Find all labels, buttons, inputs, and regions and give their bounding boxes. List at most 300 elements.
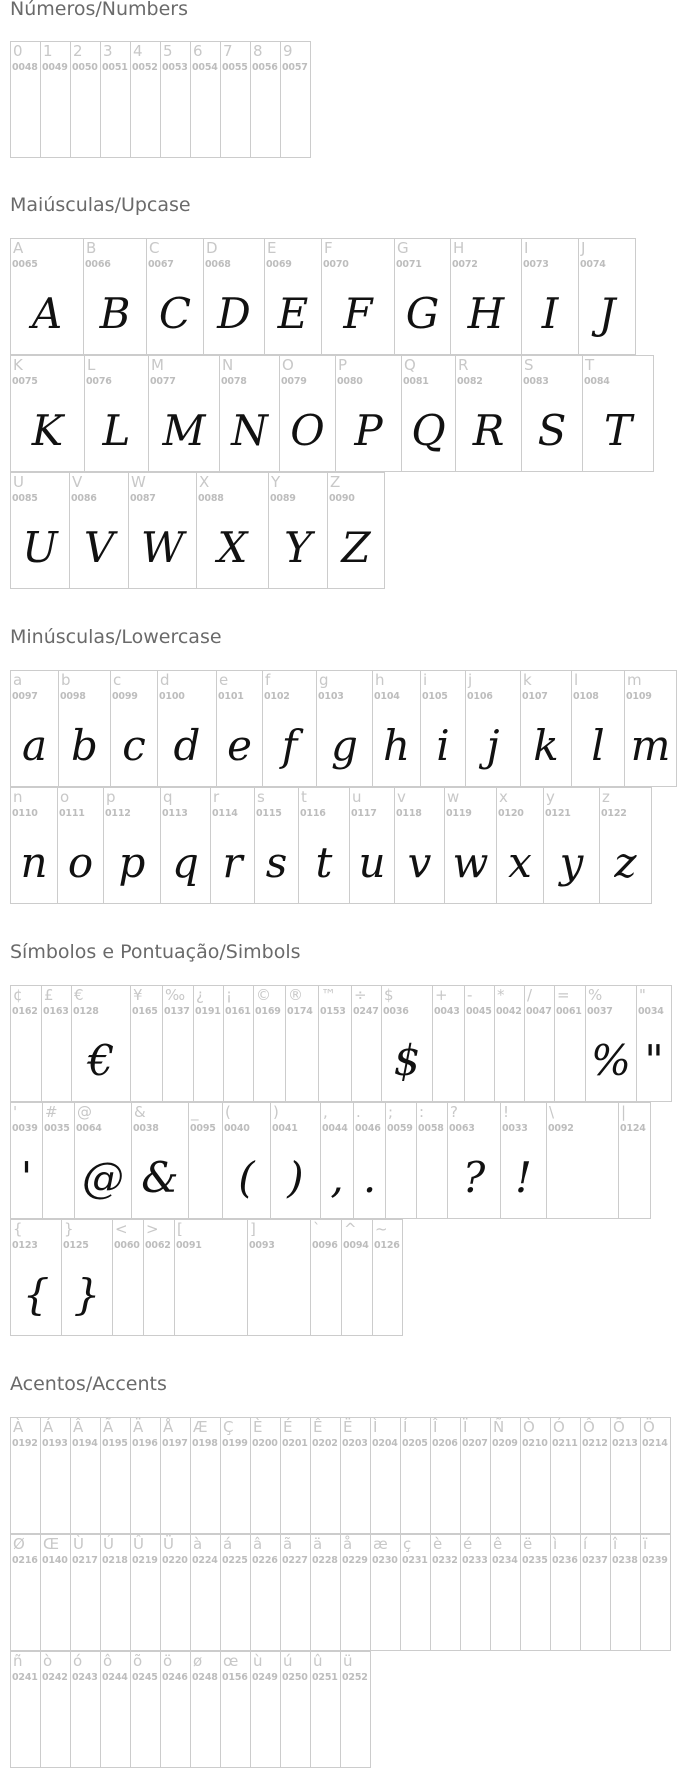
glyph-code-label: 0174 (287, 1006, 313, 1017)
glyph-cell (130, 1417, 161, 1534)
glyph-cell (143, 1219, 175, 1336)
glyph-cell (190, 1534, 221, 1651)
glyph-code-label: 0237 (582, 1555, 608, 1566)
glyph-cell (100, 41, 131, 158)
glyph-cell (254, 787, 299, 904)
glyph-cell (520, 1534, 551, 1651)
glyph-code-label: 0214 (642, 1438, 668, 1449)
glyph-char-label: Ô (583, 1418, 595, 1436)
glyph-preview (161, 1575, 190, 1644)
glyph-preview (11, 1026, 41, 1095)
glyph-preview (611, 1575, 640, 1644)
glyph-preview (131, 82, 160, 151)
glyph-cell (262, 670, 317, 787)
glyph-code-label: 0066 (85, 259, 111, 270)
glyph-cell (250, 1651, 281, 1768)
glyph-cell (285, 985, 319, 1102)
glyph-char-label: T (585, 356, 595, 374)
glyph-code-label: 0064 (76, 1123, 102, 1134)
glyph-preview: m (630, 721, 671, 770)
glyph-cell (42, 1102, 75, 1219)
glyph-preview: j (486, 721, 500, 770)
glyph-preview: c (122, 721, 146, 770)
glyph-cell (253, 985, 286, 1102)
glyph-code-label: 0114 (212, 808, 238, 819)
glyph-cell (394, 238, 451, 355)
glyph-char-label: Ü (163, 1535, 174, 1553)
glyph-char-label: + (435, 986, 448, 1004)
glyph-preview: q (172, 838, 199, 887)
accents-row-2 (10, 1534, 670, 1651)
glyph-char-label: = (557, 986, 570, 1004)
glyph-char-label: & (134, 1103, 146, 1121)
glyph-cell (524, 985, 555, 1102)
glyph-preview: % (591, 1036, 631, 1085)
glyph-cell (372, 1219, 403, 1336)
glyph-cell (640, 1534, 671, 1651)
glyph-preview (286, 1026, 318, 1095)
glyph-char-label: Ã (103, 1418, 114, 1436)
glyph-code-label: 0195 (102, 1438, 128, 1449)
glyph-preview: k (533, 721, 559, 770)
glyph-cell (10, 1651, 41, 1768)
glyph-code-label: 0093 (249, 1240, 275, 1251)
glyph-char-label: * (497, 986, 505, 1004)
glyph-cell (100, 1417, 131, 1534)
glyph-code-label: 0074 (580, 259, 606, 270)
glyph-code-label: 0035 (44, 1123, 70, 1134)
glyph-code-label: 0200 (252, 1438, 278, 1449)
glyph-cell (610, 1417, 641, 1534)
glyph-code-label: 0092 (548, 1123, 574, 1134)
glyph-preview: a (21, 721, 48, 770)
glyph-code-label: 0119 (446, 808, 472, 819)
glyph-char-label: J (581, 239, 586, 257)
glyph-code-label: 0045 (466, 1006, 492, 1017)
glyph-cell (203, 238, 265, 355)
glyph-char-label: ÷ (354, 986, 367, 1004)
glyph-char-label: r (213, 788, 220, 806)
glyph-char-label: ü (343, 1652, 353, 1670)
glyph-char-label: w (447, 788, 460, 806)
glyph-code-label: 0050 (72, 62, 98, 73)
glyph-char-label: Æ (193, 1418, 208, 1436)
glyph-code-label: 0206 (432, 1438, 458, 1449)
glyph-code-label: 0063 (449, 1123, 475, 1134)
glyph-preview (371, 1458, 400, 1527)
glyph-preview: B (99, 289, 131, 338)
glyph-preview: X (217, 523, 248, 572)
glyph-preview (113, 1260, 143, 1329)
glyph-code-label: 0229 (342, 1555, 368, 1566)
glyph-cell (84, 355, 149, 472)
glyph-code-label: 0104 (374, 691, 400, 702)
glyph-char-label: v (397, 788, 406, 806)
glyph-preview (281, 1575, 310, 1644)
glyph-code-label: 0247 (353, 1006, 379, 1017)
glyph-char-label: 5 (163, 42, 173, 60)
glyph-cell (190, 1417, 221, 1534)
glyph-code-label: 0156 (222, 1672, 248, 1683)
glyph-char-label: Q (404, 356, 416, 374)
glyph-preview (101, 1692, 130, 1761)
glyph-cell (554, 985, 586, 1102)
glyph-code-label: 0088 (198, 493, 224, 504)
glyph-char-label: k (523, 671, 532, 689)
glyph-code-label: 0163 (43, 1006, 69, 1017)
glyph-code-label: 0067 (148, 259, 174, 270)
glyph-code-label: 0236 (552, 1555, 578, 1566)
glyph-char-label: ' (13, 1103, 18, 1121)
glyph-char-label: ~ (375, 1220, 388, 1238)
glyph-cell (190, 41, 221, 158)
glyph-cell (335, 355, 402, 472)
glyph-cell (280, 41, 311, 158)
glyph-code-label: 0245 (132, 1672, 158, 1683)
glyph-preview (281, 82, 310, 151)
glyph-code-label: 0100 (159, 691, 185, 702)
glyph-char-label: y (546, 788, 555, 806)
glyph-code-label: 0102 (264, 691, 290, 702)
glyph-code-label: 0169 (255, 1006, 281, 1017)
glyph-cell (310, 1417, 341, 1534)
glyph-char-label: ù (253, 1652, 263, 1670)
glyph-preview: g (331, 721, 358, 770)
glyph-cell (400, 1534, 431, 1651)
glyph-preview: K (31, 406, 64, 455)
glyph-char-label: , (323, 1103, 328, 1121)
glyph-code-label: 0048 (12, 62, 38, 73)
glyph-preview: x (508, 838, 532, 887)
glyph-cell (10, 1102, 43, 1219)
glyph-code-label: 0108 (573, 691, 599, 702)
glyph-preview (581, 1458, 610, 1527)
glyph-code-label: 0121 (545, 808, 571, 819)
glyph-cell (193, 985, 224, 1102)
glyph-char-label: - (467, 986, 473, 1004)
glyph-code-label: 0085 (12, 493, 38, 504)
glyph-preview: d (173, 721, 201, 770)
glyph-cell (40, 1417, 71, 1534)
glyph-cell (74, 1102, 132, 1219)
glyph-cell (447, 1102, 501, 1219)
glyph-cell (100, 1534, 131, 1651)
glyph-code-label: 0239 (642, 1555, 668, 1566)
glyph-char-label: z (602, 788, 610, 806)
glyph-char-label: S (524, 356, 534, 374)
glyph-code-label: 0038 (133, 1123, 159, 1134)
glyph-preview (465, 1026, 494, 1095)
glyph-char-label: V (72, 473, 83, 491)
glyph-preview (547, 1143, 618, 1212)
glyph-cell (494, 985, 525, 1102)
glyph-cell (636, 985, 672, 1102)
glyph-preview: w (452, 838, 489, 887)
glyph-cell (160, 41, 191, 158)
glyph-preview (254, 1026, 285, 1095)
glyph-code-label: 0207 (462, 1438, 488, 1449)
glyph-code-label: 0193 (42, 1438, 68, 1449)
glyph-code-label: 0081 (403, 376, 429, 387)
glyph-code-label: 0196 (132, 1438, 158, 1449)
glyph-code-label: 0078 (221, 376, 247, 387)
glyph-cell (464, 985, 495, 1102)
glyph-char-label: # (45, 1103, 58, 1121)
glyph-char-label: ú (283, 1652, 293, 1670)
glyph-cell (83, 238, 147, 355)
glyph-char-label: j (468, 671, 473, 689)
glyph-code-label: 0083 (523, 376, 549, 387)
glyph-code-label: 0094 (343, 1240, 369, 1251)
glyph-char-label: Œ (43, 1535, 60, 1553)
glyph-code-label: 0039 (12, 1123, 38, 1134)
glyph-code-label: 0124 (620, 1123, 646, 1134)
glyph-char-label: W (131, 473, 146, 491)
glyph-code-label: 0204 (372, 1438, 398, 1449)
glyph-char-label: Ú (103, 1535, 114, 1553)
glyph-cell (110, 670, 158, 787)
glyph-char-label: u (352, 788, 362, 806)
glyph-preview: E (277, 289, 309, 338)
glyph-code-label: 0217 (72, 1555, 98, 1566)
glyph-char-label: Ö (643, 1418, 655, 1436)
glyph-char-label: œ (223, 1652, 239, 1670)
symbols-row-1 (10, 985, 671, 1102)
glyph-preview: L (102, 406, 131, 455)
glyph-preview (41, 1458, 70, 1527)
glyph-cell (10, 985, 42, 1102)
glyph-preview (319, 1026, 351, 1095)
glyph-cell (455, 355, 522, 472)
glyph-preview: e (227, 721, 252, 770)
glyph-preview (161, 1692, 190, 1761)
glyph-preview: s (265, 838, 288, 887)
upcase-row-1 (10, 238, 635, 355)
glyph-cell (112, 1219, 144, 1336)
glyph-code-label: 0251 (312, 1672, 338, 1683)
glyph-code-label: 0084 (584, 376, 610, 387)
glyph-char-label: K (13, 356, 23, 374)
glyph-char-label: ‰ (165, 986, 186, 1004)
glyph-char-label: N (222, 356, 234, 374)
glyph-char-label: " (639, 986, 646, 1004)
glyph-preview: f (281, 721, 298, 770)
glyph-cell (270, 1102, 321, 1219)
glyph-char-label: Ø (13, 1535, 25, 1553)
glyph-preview (551, 1575, 580, 1644)
glyph-cell (401, 355, 456, 472)
glyph-cell (10, 1534, 41, 1651)
glyph-preview (221, 1458, 250, 1527)
glyph-cell (640, 1417, 671, 1534)
glyph-preview (281, 1458, 310, 1527)
glyph-char-label: ) (273, 1103, 279, 1121)
glyph-cell (160, 1417, 191, 1534)
glyph-char-label: t (301, 788, 307, 806)
glyph-cell (220, 1651, 251, 1768)
glyph-cell (264, 238, 322, 355)
glyph-char-label: e (219, 671, 229, 689)
glyph-code-label: 0046 (355, 1123, 381, 1134)
glyph-code-label: 0227 (282, 1555, 308, 1566)
glyph-code-label: 0096 (312, 1240, 338, 1251)
glyph-code-label: 0086 (71, 493, 97, 504)
glyph-code-label: 0107 (522, 691, 548, 702)
glyph-code-label: 0226 (252, 1555, 278, 1566)
glyph-preview (491, 1458, 520, 1527)
glyph-char-label: ç (403, 1535, 412, 1553)
glyph-char-label: ; (388, 1103, 394, 1121)
glyph-code-label: 0250 (282, 1672, 308, 1683)
glyph-preview (11, 82, 40, 151)
glyph-preview (189, 1143, 222, 1212)
glyph-code-label: 0230 (372, 1555, 398, 1566)
glyph-code-label: 0120 (498, 808, 524, 819)
glyph-code-label: 0072 (452, 259, 478, 270)
glyph-preview: $ (393, 1036, 421, 1085)
glyph-preview: ? (462, 1153, 486, 1202)
glyph-preview: { (22, 1270, 50, 1319)
glyph-cell (546, 1102, 619, 1219)
glyph-cell (160, 1534, 191, 1651)
glyph-code-label: 0058 (418, 1123, 444, 1134)
glyph-code-label: 0244 (102, 1672, 128, 1683)
glyph-char-label: Y (271, 473, 281, 491)
glyph-preview (221, 1575, 250, 1644)
glyph-code-label: 0216 (12, 1555, 38, 1566)
glyph-char-label: 7 (223, 42, 233, 60)
glyph-char-label: b (61, 671, 71, 689)
glyph-char-label: { (13, 1220, 23, 1238)
glyph-char-label: : (419, 1103, 425, 1121)
glyph-char-label: i (423, 671, 428, 689)
glyph-code-label: 0056 (252, 62, 278, 73)
glyph-char-label: ] (250, 1220, 256, 1238)
glyph-preview (581, 1575, 610, 1644)
glyph-preview: Z (341, 523, 371, 572)
glyph-code-label: 0052 (132, 62, 158, 73)
upcase-row-2 (10, 355, 653, 472)
glyph-preview (417, 1143, 447, 1212)
glyph-preview (131, 1575, 160, 1644)
glyph-preview (221, 82, 250, 151)
glyph-preview (431, 1575, 460, 1644)
glyph-preview: z (614, 838, 637, 887)
glyph-cell (610, 1534, 641, 1651)
glyph-char-label: o (60, 788, 70, 806)
glyph-cell (520, 1417, 551, 1534)
glyph-char-label: £ (44, 986, 54, 1004)
glyph-cell (57, 787, 104, 904)
glyph-cell (520, 670, 572, 787)
glyph-preview: ' (20, 1153, 33, 1202)
glyph-char-label: [ (177, 1220, 183, 1238)
glyph-preview (373, 1260, 402, 1329)
glyph-cell (582, 355, 654, 472)
glyph-char-label: H (453, 239, 465, 257)
glyph-preview: o (67, 838, 94, 887)
glyph-cell (340, 1651, 371, 1768)
glyph-cell (160, 787, 211, 904)
glyph-char-label: Ù (73, 1535, 84, 1553)
glyph-char-label: À (13, 1418, 24, 1436)
glyph-preview: @ (82, 1153, 124, 1202)
glyph-code-label: 0105 (422, 691, 448, 702)
glyph-char-label: Å (163, 1418, 174, 1436)
glyph-char-label: ï (643, 1535, 648, 1553)
glyph-code-label: 0161 (225, 1006, 251, 1017)
glyph-cell (578, 238, 636, 355)
glyph-preview (191, 1575, 220, 1644)
glyph-preview (461, 1458, 490, 1527)
glyph-code-label: 0082 (457, 376, 483, 387)
glyph-cell (460, 1417, 491, 1534)
glyph-code-label: 0034 (638, 1006, 664, 1017)
glyph-code-label: 0047 (526, 1006, 552, 1017)
upcase-row-3 (10, 472, 384, 589)
glyph-preview (191, 1692, 220, 1761)
glyph-cell (521, 238, 579, 355)
glyph-preview: " (644, 1036, 664, 1085)
glyph-cell (10, 1417, 41, 1534)
glyph-preview (191, 82, 220, 151)
glyph-cell (70, 1534, 101, 1651)
glyph-preview: . (362, 1153, 377, 1202)
glyph-cell (430, 1417, 461, 1534)
glyph-cell (450, 238, 522, 355)
glyph-char-label: È (253, 1418, 263, 1436)
glyph-preview (341, 1575, 370, 1644)
glyph-char-label: h (375, 671, 385, 689)
glyph-char-label: ™ (321, 986, 336, 1004)
glyph-cell (40, 41, 71, 158)
glyph-code-label: 0128 (73, 1006, 99, 1017)
glyph-char-label: c (113, 671, 122, 689)
glyph-code-label: 0197 (162, 1438, 188, 1449)
glyph-cell (320, 1102, 354, 1219)
glyph-code-label: 0040 (224, 1123, 250, 1134)
glyph-preview: ) (287, 1153, 304, 1202)
glyph-char-label: ^ (344, 1220, 357, 1238)
glyph-code-label: 0201 (282, 1438, 308, 1449)
glyph-preview: P (354, 406, 383, 455)
glyph-preview: t (315, 838, 333, 887)
glyph-char-label: R (458, 356, 469, 374)
glyph-char-label: ñ (13, 1652, 23, 1670)
glyph-char-label: A (13, 239, 24, 257)
glyph-char-label: û (313, 1652, 323, 1670)
glyph-preview (11, 1692, 40, 1761)
glyph-cell (160, 1651, 191, 1768)
glyph-preview: & (141, 1153, 179, 1202)
glyph-cell (40, 1651, 71, 1768)
glyph-char-label: ó (73, 1652, 83, 1670)
glyph-preview: n (20, 838, 48, 887)
glyph-char-label: õ (133, 1652, 143, 1670)
glyph-char-label: n (13, 788, 23, 806)
glyph-code-label: 0209 (492, 1438, 518, 1449)
glyph-char-label: í (583, 1535, 588, 1553)
glyph-char-label: Ñ (493, 1418, 505, 1436)
glyph-code-label: 0246 (162, 1672, 188, 1683)
glyph-preview (71, 1458, 100, 1527)
glyph-preview (461, 1575, 490, 1644)
glyph-char-label: B (86, 239, 97, 257)
glyph-preview (555, 1026, 585, 1095)
glyph-cell (130, 985, 163, 1102)
glyph-preview (11, 1575, 40, 1644)
glyph-cell (280, 1534, 311, 1651)
